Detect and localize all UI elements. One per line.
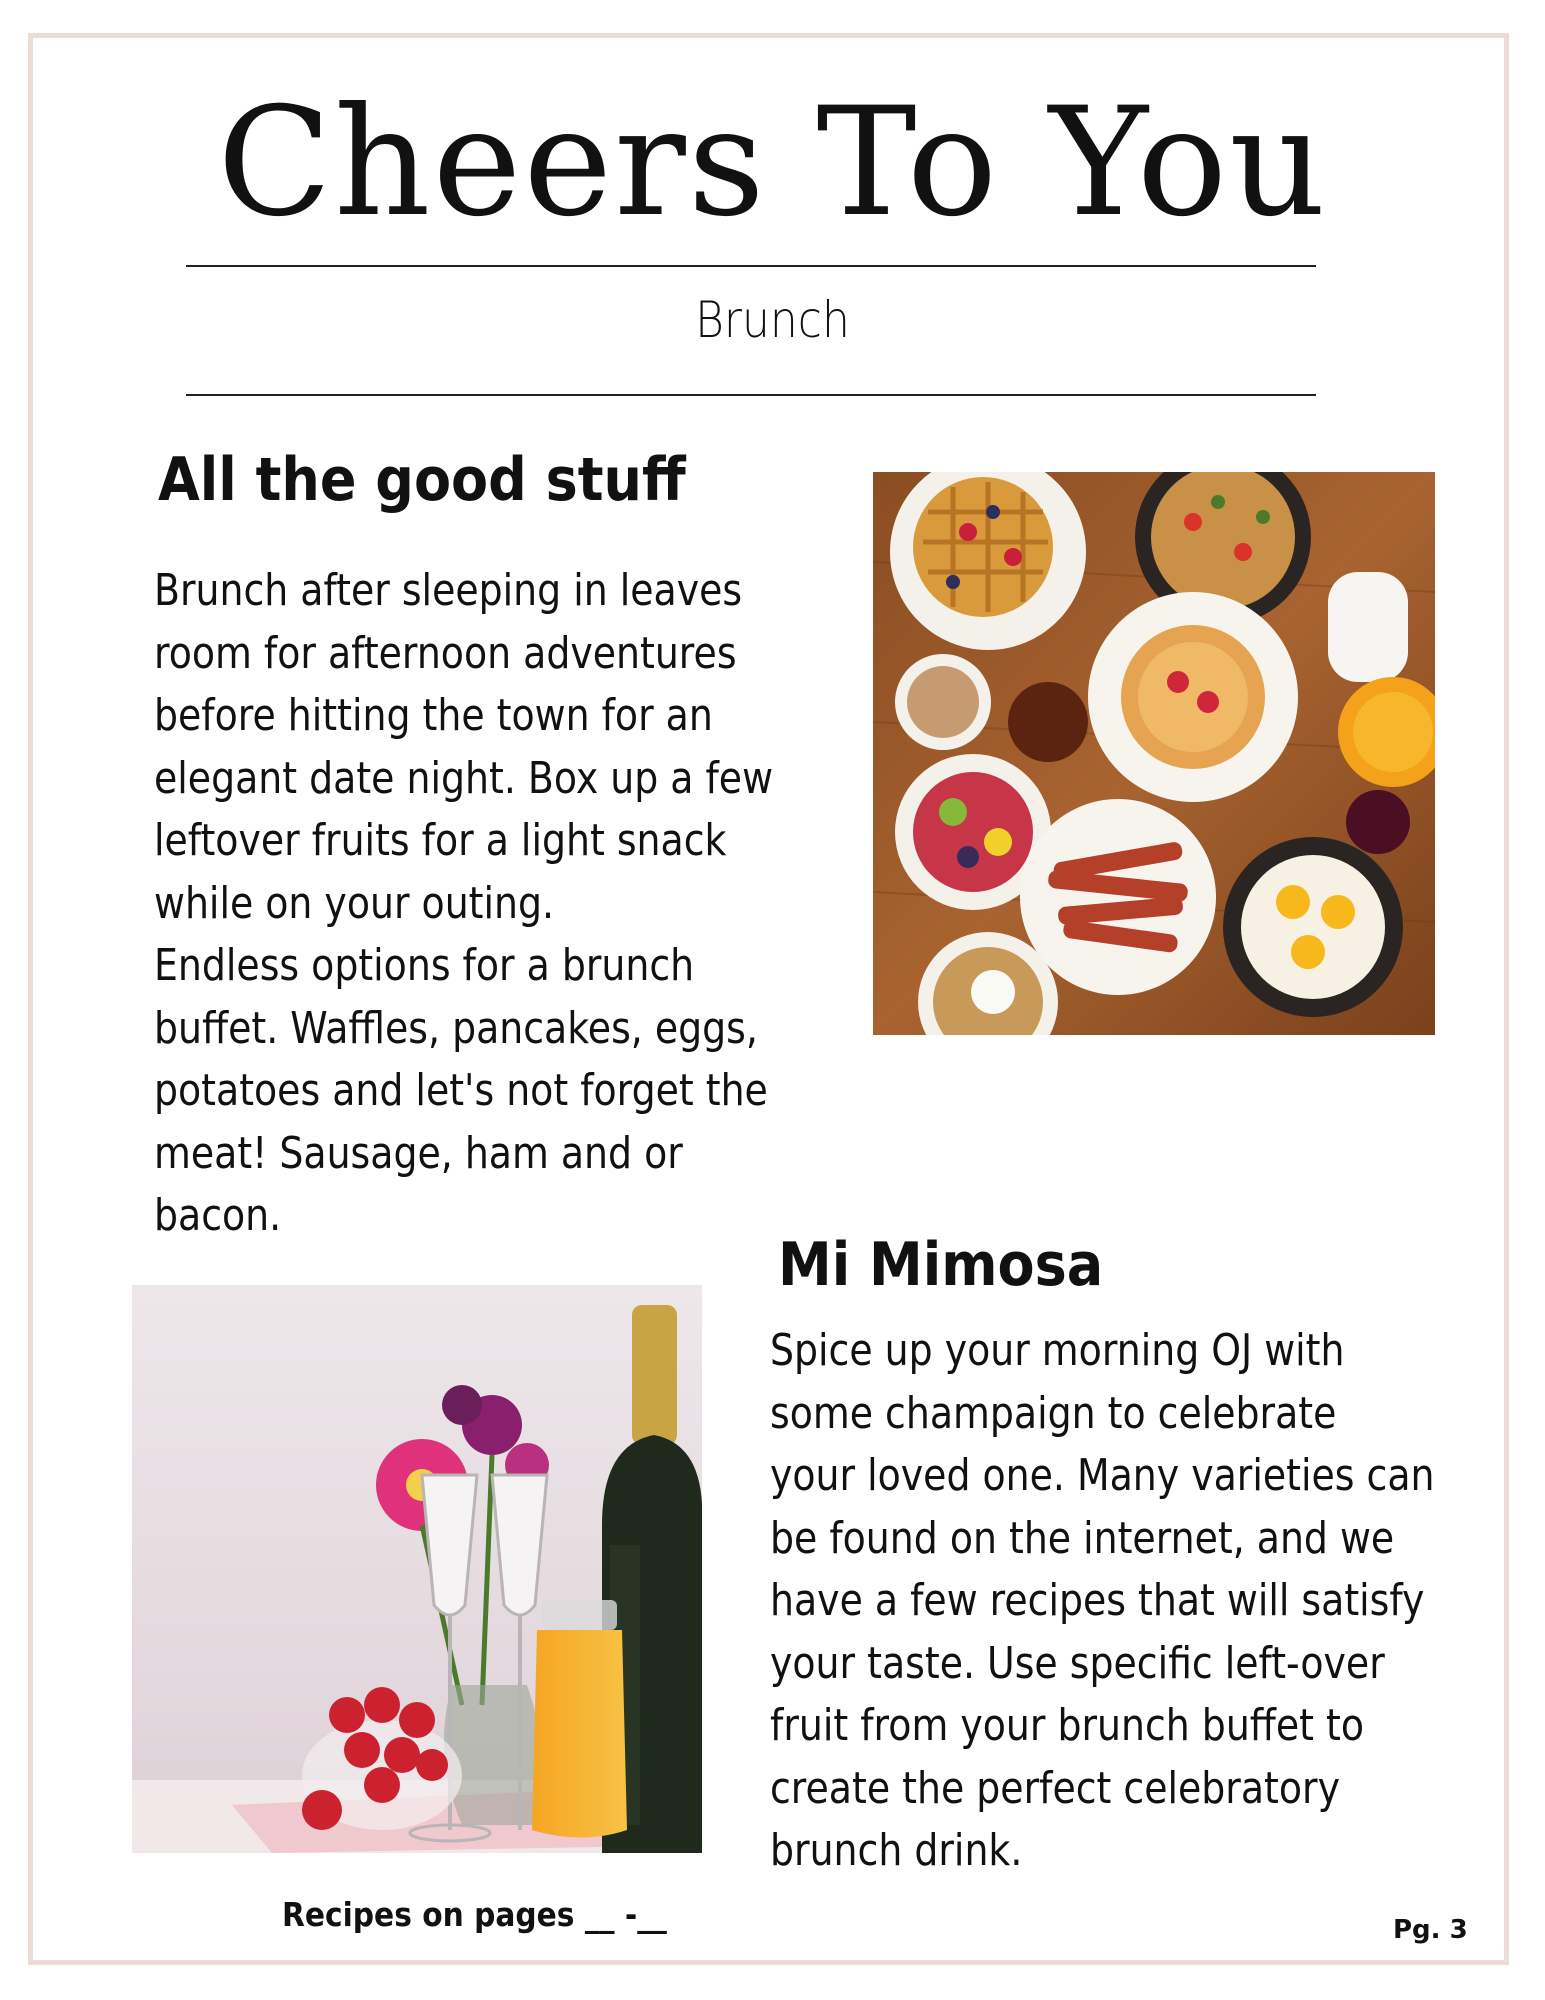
section-body-mimosa — [770, 1320, 1434, 1883]
text-line: elegant date night. Box up a few — [154, 752, 774, 804]
brunch-buffet-photo — [873, 472, 1435, 1035]
text-line: be found on the internet, and we — [770, 1512, 1395, 1564]
text-line: room for afternoon adventures — [154, 627, 737, 679]
text-line: Brunch after sleeping in leaves — [154, 565, 743, 616]
title-divider-bottom — [186, 394, 1316, 396]
text-line: have a few recipes that will satisfy — [770, 1575, 1425, 1626]
text-line: potatoes and let's not forget the — [154, 1065, 768, 1116]
page-subtitle: Brunch — [695, 291, 850, 349]
page-number: Pg. 3 — [1393, 1915, 1468, 1945]
text-line: your loved one. Many varieties can — [770, 1450, 1435, 1501]
text-line: some champaign to celebrate — [770, 1387, 1337, 1439]
text-line: your taste. Use specific left-over — [770, 1637, 1385, 1689]
section-heading-mimosa: Mi Mimosa — [778, 1230, 1104, 1300]
text-line: meat! Sausage, ham and or — [154, 1127, 683, 1179]
recipes-caption: Recipes on pages __ -__ — [282, 1895, 667, 1934]
text-line: Spice up your morning OJ with — [770, 1325, 1345, 1376]
text-line: before hitting the town for an — [154, 690, 713, 741]
text-line: buffet. Waffles, pancakes, eggs, — [154, 1002, 758, 1054]
text-line: while on your outing. — [154, 877, 555, 929]
text-line: brunch drink. — [770, 1825, 1023, 1876]
mimosa-champagne-photo — [132, 1285, 702, 1853]
section-body-good-stuff — [154, 560, 773, 1248]
text-line: Endless options for a brunch — [154, 940, 695, 991]
section-heading-good-stuff: All the good stuff — [158, 445, 686, 515]
text-line: create the perfect celebratory — [770, 1762, 1340, 1814]
page-title: Cheers To You — [217, 76, 1328, 250]
text-line: bacon. — [154, 1190, 282, 1241]
title-divider-top — [186, 265, 1316, 267]
text-line: fruit from your brunch buffet to — [770, 1700, 1365, 1751]
text-line: leftover fruits for a light snack — [154, 815, 727, 866]
